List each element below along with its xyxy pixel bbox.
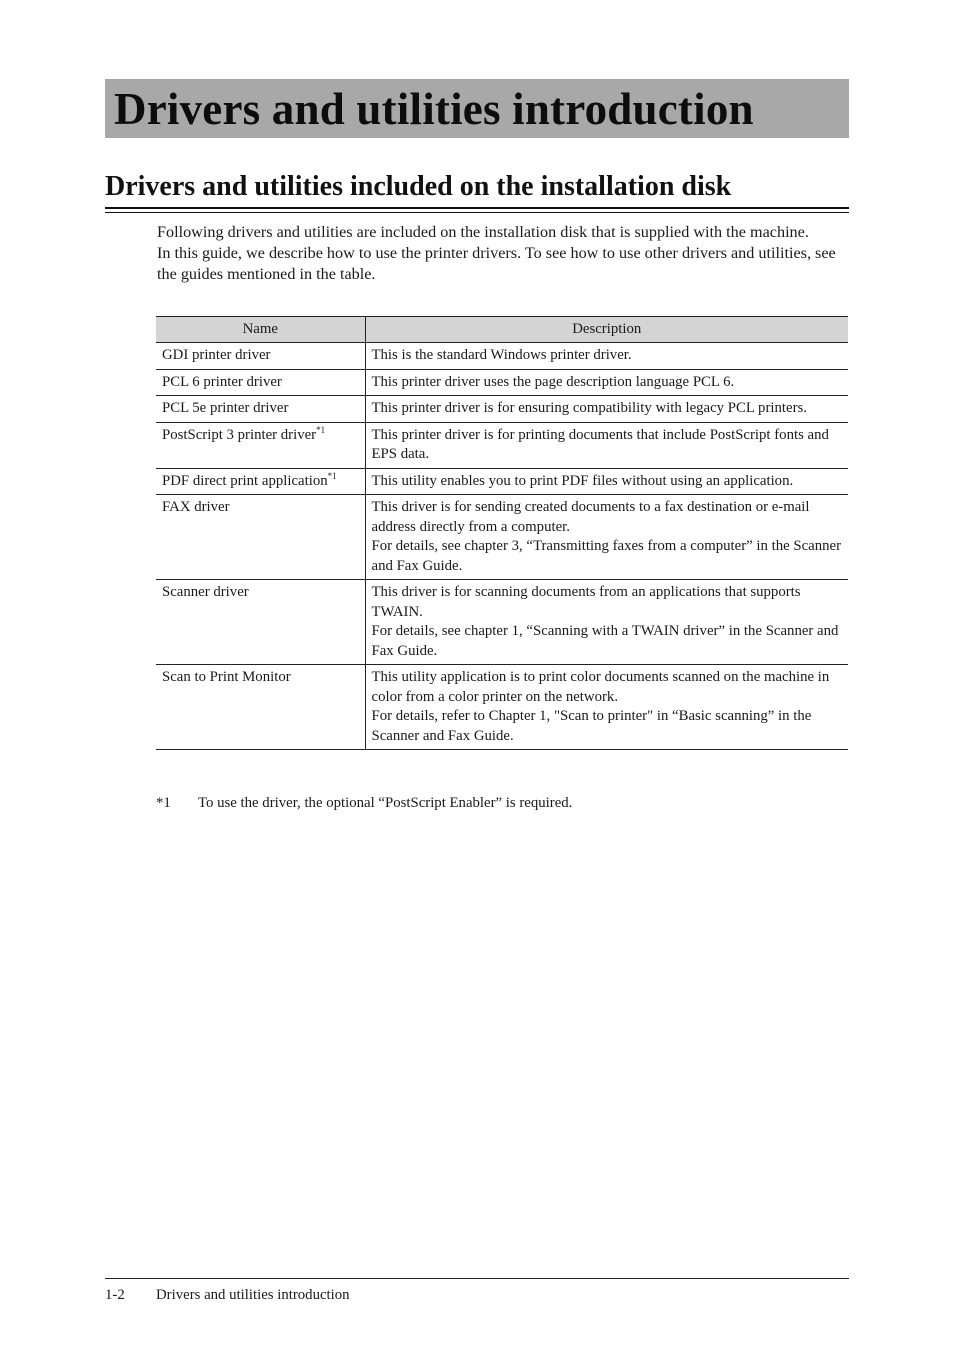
description-line: This driver is for sending created documents to a fax destination or e-mail address directly from a computer. xyxy=(371,499,810,535)
footnote xyxy=(156,794,572,813)
header-description: Description xyxy=(365,317,848,343)
table-row xyxy=(156,369,848,396)
table-row xyxy=(156,396,848,423)
section-title: Drivers and utilities included on the installation disk xyxy=(105,171,732,202)
description-line: For details, see chapter 1, “Scanning with a TWAIN driver” in the Scanner and Fax Guide. xyxy=(371,623,839,659)
intro-paragraph: In this guide, we describe how to use the printer drivers. To see how to use other drivers and utilities, see the guides mentioned in the table. xyxy=(157,244,836,283)
drivers-table xyxy=(156,316,848,750)
description-line: This printer driver is for ensuring compatibility with legacy PCL printers. xyxy=(371,400,807,416)
cell-name xyxy=(156,495,365,580)
cell-description xyxy=(365,369,848,396)
footnote-text: To use the driver, the optional “PostScript Enabler” is required. xyxy=(198,795,573,811)
cell-name xyxy=(156,665,365,750)
section-rule-thick xyxy=(105,207,849,209)
description-line: This driver is for scanning documents from an applications that supports TWAIN. xyxy=(371,584,801,620)
page-footer xyxy=(105,1286,350,1305)
description-line: This utility application is to print color documents scanned on the machine in color from a color printer on the network. xyxy=(371,669,830,705)
section-rule-thin xyxy=(105,212,849,213)
cell-description xyxy=(365,396,848,423)
cell-name xyxy=(156,580,365,665)
description-line: This printer driver is for printing documents that include PostScript fonts and EPS data. xyxy=(371,426,829,462)
footnote-ref: *1 xyxy=(327,470,337,481)
driver-name: Scanner driver xyxy=(162,584,249,600)
cell-name xyxy=(156,343,365,370)
driver-name: PCL 6 printer driver xyxy=(162,373,282,390)
table-row xyxy=(156,580,848,665)
footnote-ref: *1 xyxy=(316,424,326,435)
driver-name: PDF direct print application xyxy=(162,472,328,489)
cell-description xyxy=(365,665,848,750)
cell-name xyxy=(156,396,365,423)
driver-name: Scan to Print Monitor xyxy=(162,669,291,685)
cell-description xyxy=(365,468,848,495)
driver-name: PostScript 3 printer driver xyxy=(162,426,317,443)
intro-paragraph: Following drivers and utilities are included on the installation disk that is supplied with the machine. xyxy=(157,223,809,241)
page-number: 1-2 xyxy=(105,1287,125,1303)
chapter-banner xyxy=(105,79,849,138)
table-row xyxy=(156,343,848,370)
cell-name xyxy=(156,422,365,468)
table-row xyxy=(156,422,848,468)
table-row xyxy=(156,468,848,495)
cell-name xyxy=(156,468,365,495)
description-line: This is the standard Windows printer driver. xyxy=(371,347,632,363)
driver-name: PCL 5e printer driver xyxy=(162,400,289,416)
table-body xyxy=(156,343,848,750)
footnote-mark: *1 xyxy=(156,795,171,811)
footer-rule xyxy=(105,1278,849,1279)
chapter-title: Drivers and utilities introduction xyxy=(114,84,754,134)
cell-description xyxy=(365,422,848,468)
cell-description xyxy=(365,580,848,665)
cell-name xyxy=(156,369,365,396)
cell-description xyxy=(365,495,848,580)
description-line: This utility enables you to print PDF files without using an application. xyxy=(371,472,794,489)
driver-name: FAX driver xyxy=(162,499,230,515)
description-line: This printer driver uses the page description language PCL 6. xyxy=(371,373,735,390)
description-line: For details, refer to Chapter 1, "Scan to printer" in “Basic scanning” in the Scanner and Fax Guide. xyxy=(371,708,812,744)
intro-text xyxy=(157,222,849,285)
table-row xyxy=(156,665,848,750)
table-row xyxy=(156,495,848,580)
description-line: For details, see chapter 3, “Transmitting faxes from a computer” in the Scanner and Fax Guide. xyxy=(371,538,842,574)
footer-title: Drivers and utilities introduction xyxy=(156,1287,350,1303)
driver-name: GDI printer driver xyxy=(162,347,271,363)
cell-description xyxy=(365,343,848,370)
table-header-row xyxy=(156,317,848,343)
header-name: Name xyxy=(156,317,365,343)
